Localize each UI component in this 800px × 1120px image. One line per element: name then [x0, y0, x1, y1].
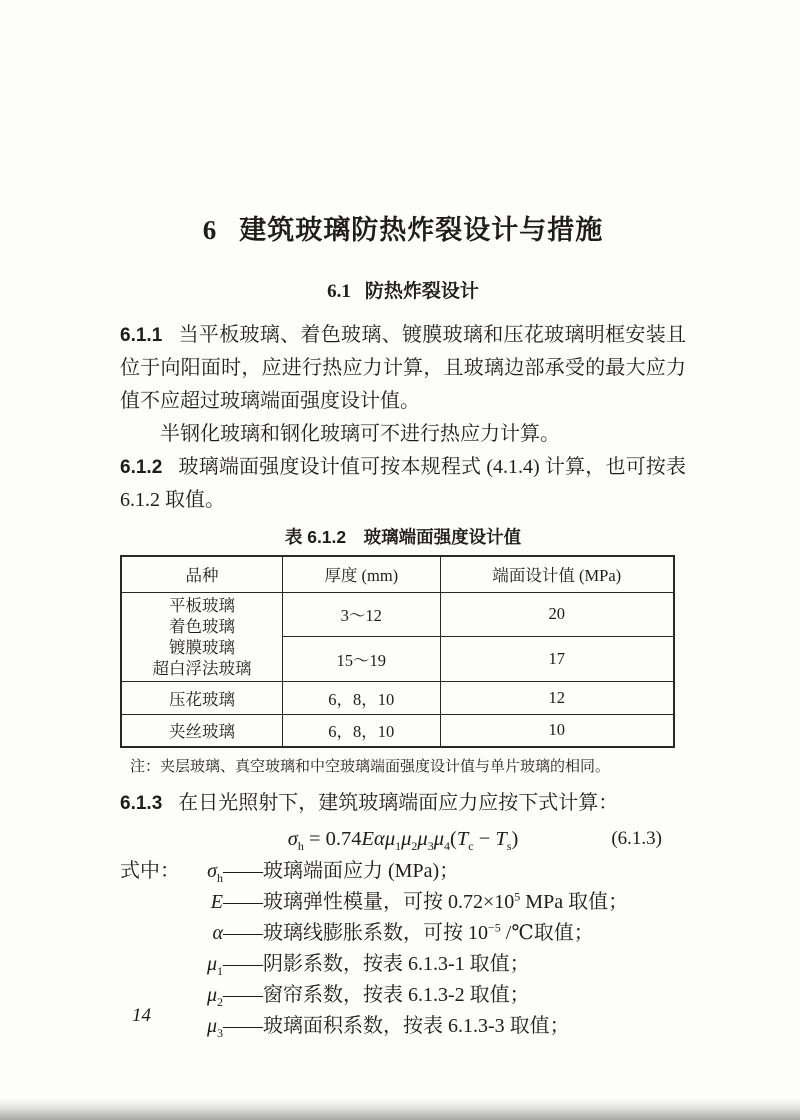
table-note: 注：夹层玻璃、真空玻璃和中空玻璃端面强度设计值与单片玻璃的相同。	[130, 759, 611, 775]
minus-sign: −	[473, 828, 496, 850]
sigma-subscript: h	[297, 839, 304, 854]
Tc-symbol: T	[456, 828, 469, 850]
definition-description: ——窗帘系数，按表 6.1.3-2 取值；	[223, 984, 530, 1006]
formula-6-1-3-row	[120, 822, 686, 856]
cell-design-value: 10	[440, 714, 674, 747]
equation-number: (6.1.3)	[611, 828, 662, 849]
col-header-thickness: 厚度 (mm)	[282, 556, 440, 592]
clause-6-1-1	[120, 319, 686, 418]
scan-edge-shadow	[0, 1098, 800, 1120]
definition-symbol: $\mu_1$	[206, 953, 223, 978]
section-number: 6.1	[327, 281, 351, 302]
chapter-number: 6	[202, 215, 218, 245]
page-content	[120, 0, 686, 1042]
table-row	[121, 714, 674, 747]
species-line: 着色玻璃	[168, 616, 235, 636]
mu1-symbol: μ	[384, 828, 396, 850]
cell-design-value: 12	[440, 681, 674, 714]
E-symbol: E	[361, 828, 375, 850]
clause-6-1-1-paragraph2: 半钢化玻璃和钢化玻璃可不进行热应力计算。	[160, 423, 560, 445]
cell-thickness: 15～19	[282, 637, 440, 682]
definition-sigma-h	[120, 856, 686, 887]
cell-design-value: 20	[440, 592, 674, 637]
col-header-design-value: 端面设计值 (MPa)	[440, 556, 674, 592]
mu2-symbol: μ	[401, 828, 412, 850]
definition-description: ——阴影系数，按表 6.1.3-1 取值；	[223, 953, 530, 975]
open-paren: (	[450, 828, 457, 850]
chapter-title-text: 建筑玻璃防热炸裂设计与措施	[239, 215, 604, 245]
col-header-species: 品种	[121, 556, 282, 592]
definition-mu1	[120, 949, 686, 980]
clause-6-1-2	[120, 451, 686, 517]
clause-6-1-3-number: 6.1.3	[120, 793, 163, 814]
cell-design-value: 17	[440, 637, 674, 682]
page-number: 14	[132, 1005, 151, 1026]
species-line: 超白浮法玻璃	[152, 658, 252, 678]
chapter-title	[120, 212, 686, 248]
mu3-subscript: 3	[427, 839, 434, 854]
definition-symbol: $\mu_2$	[206, 984, 223, 1009]
sigma-symbol: σ	[287, 828, 298, 850]
cell-thickness: 3～12	[282, 592, 440, 637]
mu2-subscript: 2	[411, 839, 418, 854]
table-row	[121, 681, 674, 714]
definition-description: ——玻璃面积系数，按表 6.1.3-3 取值；	[223, 1015, 570, 1037]
mu4-subscript: 4	[444, 839, 450, 854]
cell-thickness: 6，8，10	[282, 714, 440, 747]
cell-species: 夹丝玻璃	[121, 714, 282, 747]
table-6-1-2-caption: 表 6.1.2 玻璃端面强度设计值	[284, 527, 522, 547]
definition-symbol: α	[212, 922, 223, 944]
Ts-symbol: T	[495, 828, 507, 850]
clause-6-1-3	[120, 787, 686, 820]
clause-6-1-3-text: 在日光照射下，建筑玻璃端面应力应按下式计算：	[178, 792, 619, 814]
mu1-subscript: 1	[395, 839, 402, 854]
Tc-subscript: c	[468, 839, 474, 854]
section-title	[120, 279, 686, 305]
definition-mu2	[120, 980, 686, 1011]
table-row	[121, 592, 674, 637]
cell-thickness: 6，8，10	[282, 681, 440, 714]
definition-description: ——玻璃端面应力 (MPa)；	[223, 860, 460, 882]
clause-6-1-2-number: 6.1.2	[120, 457, 163, 478]
definition-description: ——玻璃弹性模量，可按 $0.72\times 10^5$ MPa 取值；	[223, 889, 629, 913]
Ts-subscript: s	[506, 839, 512, 854]
section-title-text: 防热炸裂设计	[364, 281, 479, 302]
close-paren: )	[511, 828, 519, 850]
definition-symbol: E	[210, 891, 223, 913]
alpha-symbol: α	[374, 828, 385, 850]
definition-description: ——玻璃线膨胀系数，可按 $10^{-5}$ /℃取值；	[223, 920, 594, 944]
mu4-symbol: μ	[433, 828, 444, 850]
mu3-symbol: μ	[417, 828, 428, 850]
species-line: 镀膜玻璃	[168, 637, 235, 657]
definition-E	[120, 887, 686, 918]
table-header-row	[121, 556, 674, 592]
cell-species-merged	[121, 592, 282, 681]
formula-expression	[287, 828, 519, 854]
species-line: 平板玻璃	[168, 595, 235, 615]
where-label: 式中：	[120, 860, 180, 882]
clause-6-1-1-number: 6.1.1	[120, 325, 163, 346]
definition-symbol: $\mu_3$	[206, 1015, 223, 1040]
clause-6-1-1-text: 当平板玻璃、着色玻璃、镀膜玻璃和压花玻璃明框安装且位于向阳面时，应进行热应力计算，且玻璃边部承受的最大应力值不应超过玻璃端面强度设计值。	[120, 324, 686, 412]
cell-species: 压花玻璃	[121, 681, 282, 714]
clause-6-1-2-text: 玻璃端面强度设计值可按本规程式 (4.1.4) 计算，也可按表 6.1.2 取值。	[120, 456, 686, 511]
definition-symbol: $\sigma_h$	[207, 860, 223, 885]
definition-alpha	[120, 918, 686, 949]
table-6-1-2	[120, 555, 675, 748]
equals-coefficient: = 0.74	[303, 828, 362, 850]
definition-mu3	[120, 1011, 686, 1042]
